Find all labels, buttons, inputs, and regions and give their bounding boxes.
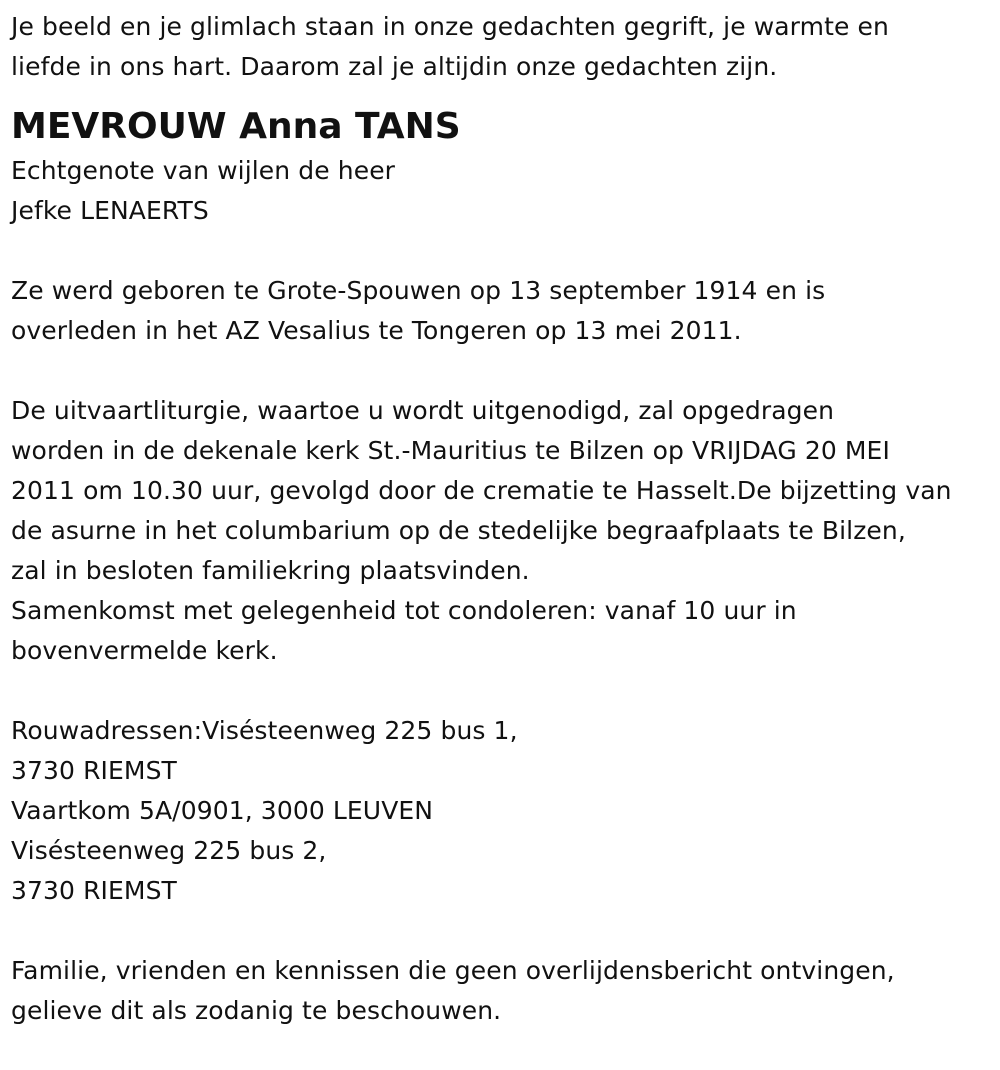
birth-death-paragraph — [11, 271, 1000, 351]
spacer — [11, 911, 1000, 951]
funeral-line: de asurne in het columbarium op de stedelijke begraafplaats te Bilzen, — [11, 516, 906, 545]
address-line: Rouwadressen:Visésteenweg 225 bus 1, — [11, 716, 518, 745]
relation-paragraph — [11, 151, 1000, 231]
closing-line: gelieve dit als zodanig te beschouwen. — [11, 996, 502, 1025]
address-line: 3730 RIEMST — [11, 756, 177, 785]
intro-paragraph — [11, 7, 1000, 87]
funeral-line: Samenkomst met gelegenheid tot condoleren: vanaf 10 uur in — [11, 596, 797, 625]
funeral-line: zal in besloten familiekring plaatsvinden. — [11, 556, 530, 585]
intro-line: Je beeld en je glimlach staan in onze gedachten gegrift, je warmte en — [11, 12, 889, 41]
funeral-line: worden in de dekenale kerk St.-Mauritius te Bilzen op VRIJDAG 20 MEI — [11, 436, 890, 465]
relation-line: Jefke LENAERTS — [11, 196, 209, 225]
address-line: Visésteenweg 225 bus 2, — [11, 836, 327, 865]
address-line: Vaartkom 5A/0901, 3000 LEUVEN — [11, 796, 434, 825]
funeral-paragraph — [11, 391, 1000, 671]
addresses-paragraph — [11, 711, 1000, 911]
intro-line: liefde in ons hart. Daarom zal je altijdin onze gedachten zijn. — [11, 52, 778, 81]
birth-death-line: overleden in het AZ Vesalius te Tongeren op 13 mei 2011. — [11, 316, 742, 345]
address-line: 3730 RIEMST — [11, 876, 177, 905]
spacer — [11, 231, 1000, 271]
funeral-line: 2011 om 10.30 uur, gevolgd door de crematie te Hasselt.De bijzetting van — [11, 476, 952, 505]
spacer — [11, 671, 1000, 711]
funeral-line: bovenvermelde kerk. — [11, 636, 278, 665]
spacer — [11, 351, 1000, 391]
birth-death-line: Ze werd geboren te Grote-Spouwen op 13 september 1914 en is — [11, 276, 826, 305]
relation-line: Echtgenote van wijlen de heer — [11, 156, 396, 185]
deceased-name: MEVROUW Anna TANS — [11, 106, 461, 147]
closing-paragraph — [11, 951, 1000, 1031]
funeral-line: De uitvaartliturgie, waartoe u wordt uitgenodigd, zal opgedragen — [11, 396, 835, 425]
closing-line: Familie, vrienden en kennissen die geen overlijdensbericht ontvingen, — [11, 956, 895, 985]
